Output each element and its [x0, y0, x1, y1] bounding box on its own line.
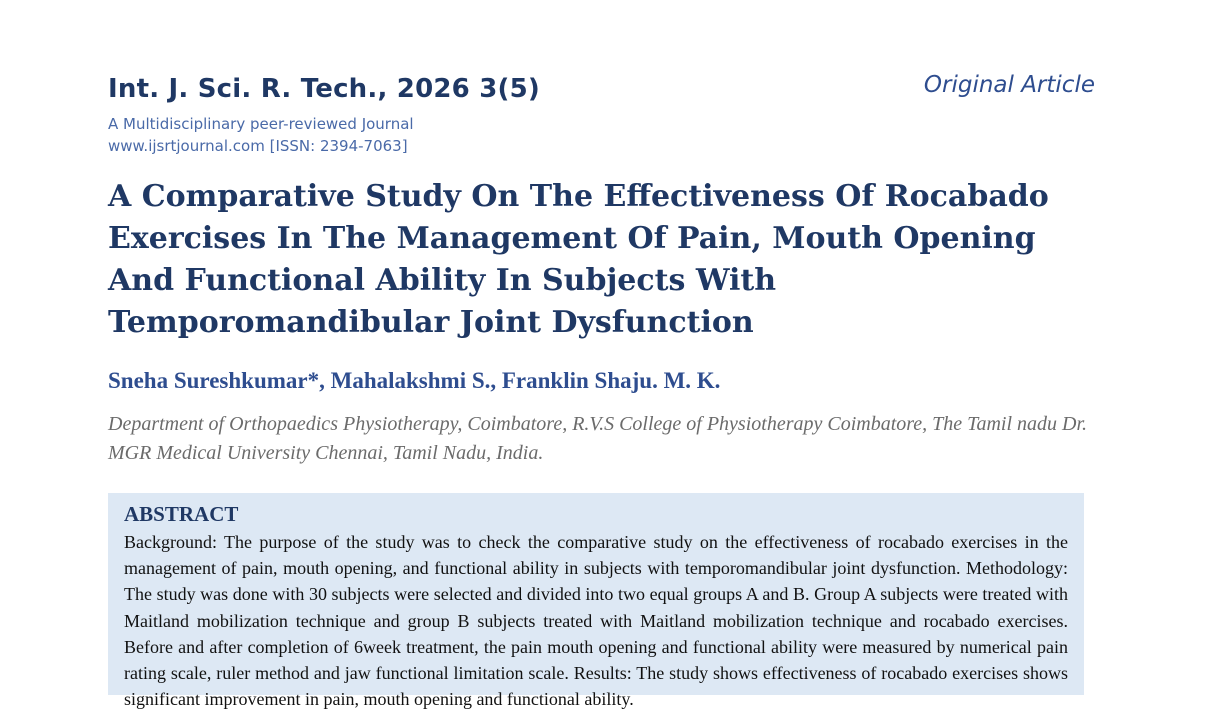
- author-affiliation: Department of Orthopaedics Physiotherapy, Coimbatore, R.V.S College of Physiotherapy Coimbatore, The Tamil nadu Dr. MGR Medical University Chennai, Tamil Nadu, India.: [108, 413, 1088, 464]
- author-list: Sneha Sureshkumar*, Mahalakshmi S., Franklin Shaju. M. K.: [108, 368, 721, 393]
- abstract-section: [108, 493, 1084, 710]
- journal-url[interactable]: www.ijsrtjournal.com [ISSN: 2394-7063]: [108, 137, 408, 155]
- article-type-label: Original Article: [923, 72, 1095, 98]
- journal-subtitle-block: [108, 113, 414, 157]
- journal-subtitle: A Multidisciplinary peer-reviewed Journal: [108, 115, 414, 133]
- paper-title: A Comparative Study On The Effectiveness Of Rocabado Exercises In The Management Of Pain, Mouth Opening And Functional Ability In Subjects With Temporomandibular Joint Dysfunction: [108, 179, 1049, 340]
- journal-title: Int. J. Sci. R. Tech., 2026 3(5): [108, 74, 540, 104]
- abstract-heading: ABSTRACT: [124, 502, 239, 526]
- abstract-text: Background: The purpose of the study was to check the comparative study on the effectiveness of rocabado exercises in the management of pain, mouth opening, and functional ability in subjects with temporomandibular joint dysfunction. Methodology: The study was done with 30 subjects were selected and divided into two equal groups A and B. Group A subjects were treated with Maitland mobilization technique and group B subjects treated with Maitland mobilization technique and rocabado exercises. Before and after completion of 6week treatment, the pain mouth opening and functional ability were measured by numerical pain rating scale, ruler method and jaw functional limitation scale. Results: The study shows effectiveness of rocabado exercises shows significant improvement in pain, mouth opening and functional ability.: [124, 532, 1068, 710]
